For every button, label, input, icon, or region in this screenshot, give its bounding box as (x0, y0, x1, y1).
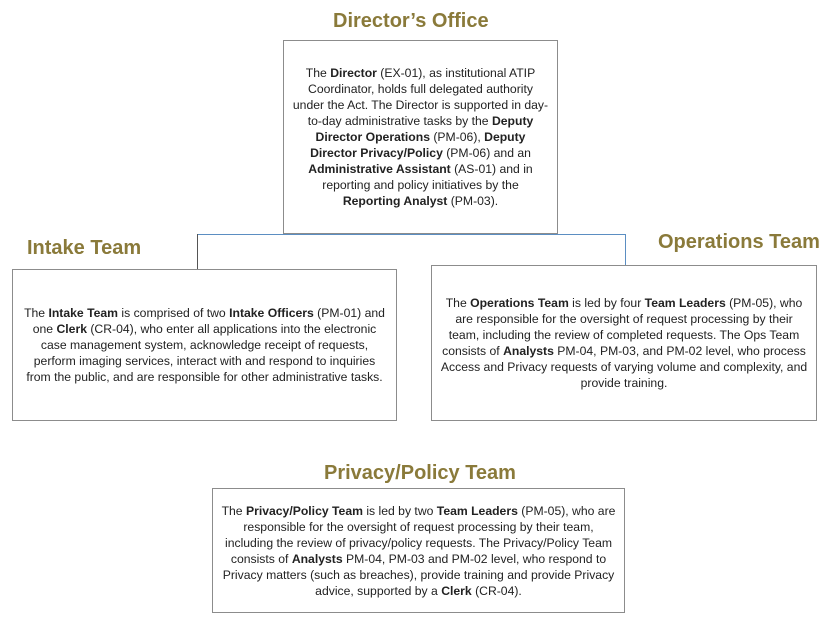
privacy-policy-team-description (221, 503, 616, 599)
description-text: (PM-05), who are responsible for the oversight of request processing by their team, including the review of completed requests. The Ops Team consists of (442, 296, 803, 358)
emphasized-role: Analysts (291, 551, 343, 566)
description-text: The (445, 296, 471, 310)
description-text: is led by two (362, 503, 437, 518)
description-text: (PM-01) and one (32, 306, 385, 336)
description-text: (CR-04), who enter all applications into the electronic case management system, acknowledge receipt of requests, perform imaging services, interact with and respond to inquiries from the public, and are responsible for other administrative tasks. (26, 322, 383, 384)
description-text: is led by four (568, 296, 645, 310)
operations-team-box (431, 265, 817, 421)
connector-horizontal (197, 234, 626, 235)
emphasized-role: Reporting Analyst (342, 194, 448, 208)
directors-office-title: Director’s Office (333, 10, 489, 32)
emphasized-role: Intake Team (48, 306, 119, 320)
emphasized-role: Deputy Director Privacy/Policy (310, 130, 526, 160)
emphasized-role: Team Leaders (644, 296, 726, 310)
description-text: (PM-03). (447, 194, 499, 208)
description-text: (PM-05), who are responsible for the oversight of request processing by their team, including the review of privacy/policy requests. The Privacy/Policy Team consists of (224, 503, 616, 566)
description-text: PM-04, PM-03 and PM-02 level, who respond to Privacy matters (such as breaches), provide training and provide Privacy advice, supported by a (222, 551, 615, 598)
connector-to-intake (197, 234, 198, 269)
emphasized-role: Director (330, 66, 377, 80)
privacy-policy-team-title: Privacy/Policy Team (324, 462, 516, 484)
description-text: is comprised of two (118, 306, 230, 320)
intake-team-box (12, 269, 397, 421)
connector-to-operations (625, 234, 626, 265)
directors-office-box (283, 40, 558, 234)
intake-team-title: Intake Team (27, 237, 142, 259)
description-text: The (24, 306, 49, 320)
description-text: (PM-06) and an (442, 146, 531, 160)
description-text: (AS-01) and in reporting and policy initiatives by the (322, 162, 533, 192)
directors-office-description (292, 65, 549, 209)
emphasized-role: Administrative Assistant (308, 162, 451, 176)
emphasized-role: Operations Team (470, 296, 569, 310)
emphasized-role: Team Leaders (436, 503, 518, 518)
emphasized-role: Clerk (56, 322, 87, 336)
operations-team-description (440, 295, 808, 391)
intake-team-description (21, 305, 388, 385)
emphasized-role: Intake Officers (229, 306, 314, 320)
description-text: The (305, 66, 331, 80)
emphasized-role: Clerk (441, 583, 472, 598)
operations-team-title: Operations Team (658, 231, 820, 253)
privacy-policy-team-box (212, 488, 625, 613)
emphasized-role: Privacy/Policy Team (245, 503, 363, 518)
description-text: The (221, 503, 246, 518)
description-text: (EX-01), as institutional ATIP Coordinator, holds full delegated authority under the Act. The Director is supported in day-to-day administrative tasks by the (292, 66, 549, 128)
description-text: (CR-04). (471, 583, 522, 598)
description-text: PM-04, PM-03, and PM-02 level, who process Access and Privacy requests of varying volume and complexity, and provide training. (440, 344, 808, 390)
emphasized-role: Analysts (503, 344, 554, 358)
description-text: (PM-06), (429, 130, 485, 144)
emphasized-role: Deputy Director Operations (315, 114, 534, 144)
